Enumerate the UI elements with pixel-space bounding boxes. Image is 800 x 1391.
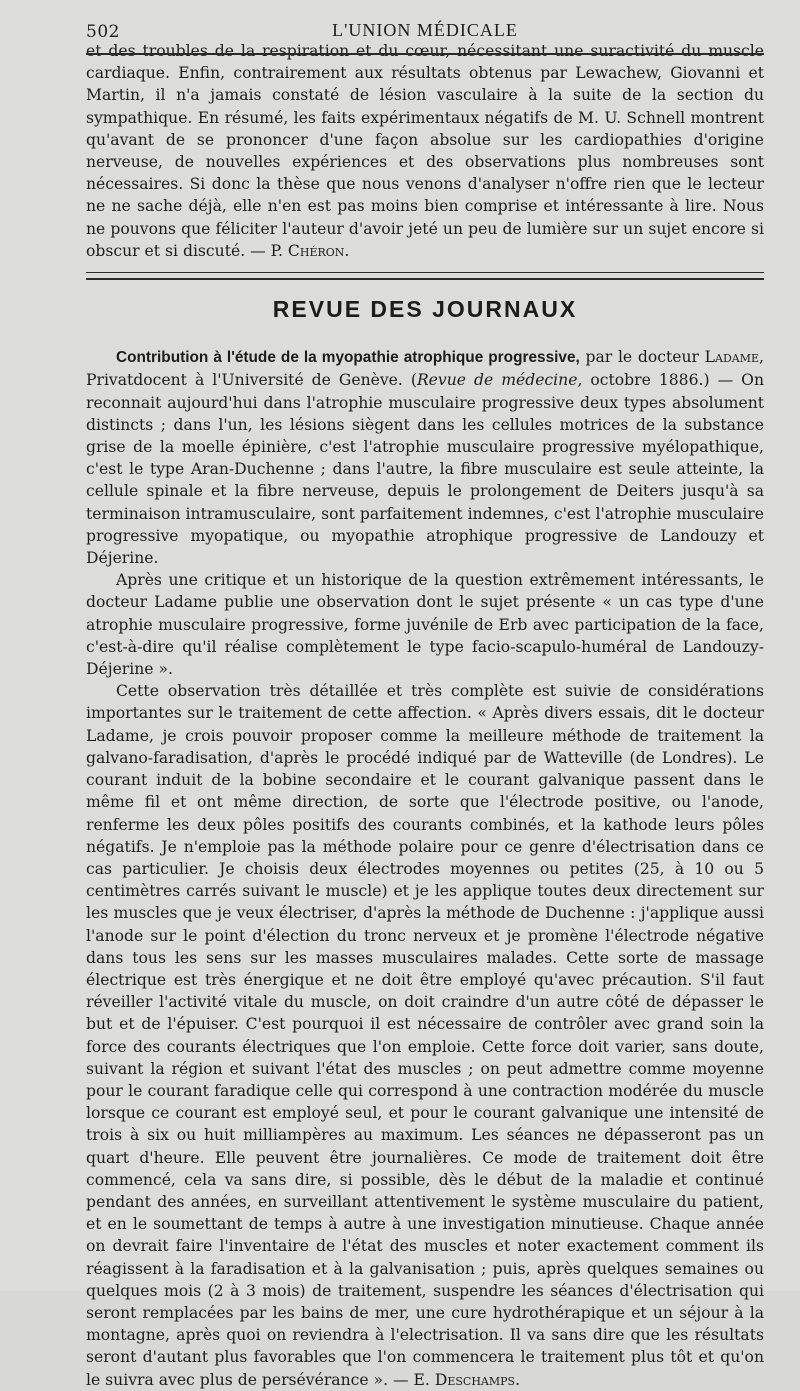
continuation-paragraph	[86, 40, 764, 262]
review-paragraph-1	[86, 346, 764, 569]
article-body	[86, 40, 764, 1391]
journal-date: , octobre 1886.) —	[577, 371, 742, 390]
review-paragraph-3	[86, 680, 764, 1391]
article-author: Ladame	[704, 348, 760, 367]
article-affiliation: , Privatdocent à l'Université de Genève. (	[86, 348, 764, 390]
section-title: REVUE DES JOURNAUX	[272, 296, 578, 323]
continuation-text: et des troubles de la respiration et du cœur, nécessitant une suractivité du muscle cardiaque. Enfin, contrairement aux résultats obtenus par Lewachew, Giovanni et Martin, il n'a jamais constaté de lésion vasculaire à la suite de la section du sympathique. En résumé, les faits expérimentaux négatifs de M. U. Schnell montrent qu'avant de se prononcer d'une façon absolue sur les cardiopathies d'origine nerveuse, de nouvelles expériences et des observations plus nombreuses sont nécessaires. Si donc la thèse que nous venons d'analyser n'offre rien que le lecteur ne ne sache déjà, elle n'en est pas moins bien comprise et intéressante à lire. Nous ne pouvons que féliciter l'auteur d'avoir jeté un peu de lumière sur un sujet encore si obscur et si discuté. — P.	[86, 42, 764, 260]
header-rule	[86, 53, 764, 55]
article-byline: par le docteur	[579, 348, 705, 367]
journal-title: L'UNION MÉDICALE	[332, 20, 518, 40]
page-number: 502	[86, 22, 120, 42]
review-text-1: On reconnait aujourd'hui dans l'atrophie musculaire progressive deux types absolument distincts ; dans l'un, les lésions siègent dans les cellules motrices de la substance grise de la moelle épinière, c'est l'atrophie musculaire progressive myélopathique, c'est le type Aran-Duchenne ; dans l'autre, la fibre musculaire est seule atteinte, la cellule spinale et la fibre nerveuse, depuis le prolongement de Deiters jusqu'à sa terminaison intramusculaire, sont parfaitement indemnes, c'est l'atrophie musculaire progressive myopatique, ou myopathie atrophique progressive de Landouzy et Déjerine.	[86, 371, 764, 568]
review-text-3: Cette observation très détaillée et très complète est suivie de considérations importantes sur le traitement de cette affection. « Après divers essais, dit le docteur Ladame, je crois pouvoir proposer comme la meilleure méthode de traitement la galvano-faradisation, d'après le procédé indiqué par de Watteville (de Londres). Le courant induit de la bobine secondaire et le courant galvanique passent dans le même fil et ont même direction, de sorte que l'électrode positive, ou l'anode, renferme les deux pôles positifs des courants combinés, et la kathode leurs pôles négatifs. Je n'emploie pas la méthode polaire pour ce genre d'électrisation dans ce cas particulier. Je choisis deux électrodes moyennes ou petites (25, à 10 ou 5 centimètres carrés suivant le muscle) et je les applique toutes deux directement sur les muscles que je veux électriser, d'après la méthode de Duchenne : j'applique aussi l'anode sur le point d'élection du tronc nerveux et je promène l'électrode négative dans tous les sens sur les masses musculaires malades. Cette sorte de massage électrique est très énergique et ne doit être employé qu'avec précaution. S'il faut réveiller l'activité vitale du muscle, on doit craindre d'un autre côté de dépasser le but et de l'épuiser. C'est pourquoi il est nécessaire de contrôler avec grand soin la force des courants électriques que l'on emploie. Cette force doit varier, sans doute, suivant la région et suivant l'état des muscles ; on peut admettre comme moyenne pour le courant faradique celle qui correspond à une contraction modérée du muscle lorsque ce courant est employé seul, et pour le courant galvanique une intensité de trois à six ou huit milliampères au maximum. Les séances ne dépasseront pas un quart d'heure. Elle peuvent être journalières. Ce mode de traitement doit être commencé, cela va sans dire, si possible, dès le début de la maladie et continué pendant des années, en surveillant attentivement le système musculaire du patient, et en le soumettant de temps à autre à une investigation minutieuse. Chaque année on devrait faire l'inventaire de l'état des muscles et noter exactement comment ils réagissent à la faradisation et à la galvanisation ; puis, après quelques semaines ou quelques mois (2 à 3 mois) de traitement, suspendre les séances d'électrisation qui seront remplacées par les bains de mer, une cure hydrothérapique et un séjour à la montagne, après quoi on reviendra à l'electrisation. Il va sans dire que les résultats seront d'autant plus favorables que l'on commencera le traitement plus tôt et qu'on le suivra avec plus de persévérance ». — E.	[86, 682, 764, 1389]
journal-reference: Revue de médecine	[416, 371, 578, 390]
continuation-signature: Chéron.	[287, 241, 350, 260]
running-head	[86, 0, 764, 40]
section-divider	[86, 272, 764, 280]
article-title: Contribution à l'étude de la myopathie atrophique progressive,	[116, 349, 580, 367]
review-paragraph-2: Après une critique et un historique de la question extrêmement intéressants, le docteur Ladame publie une observation dont le sujet présente « un cas type d'une atrophie musculaire progressive, forme juvénile de Erb avec participation de la face, c'est-à-dire qu'il réalise complètement le type facio-scapulo-huméral de Landouzy-Déjerine ».	[86, 571, 764, 679]
review-signature: Deschamps.	[434, 1370, 521, 1389]
